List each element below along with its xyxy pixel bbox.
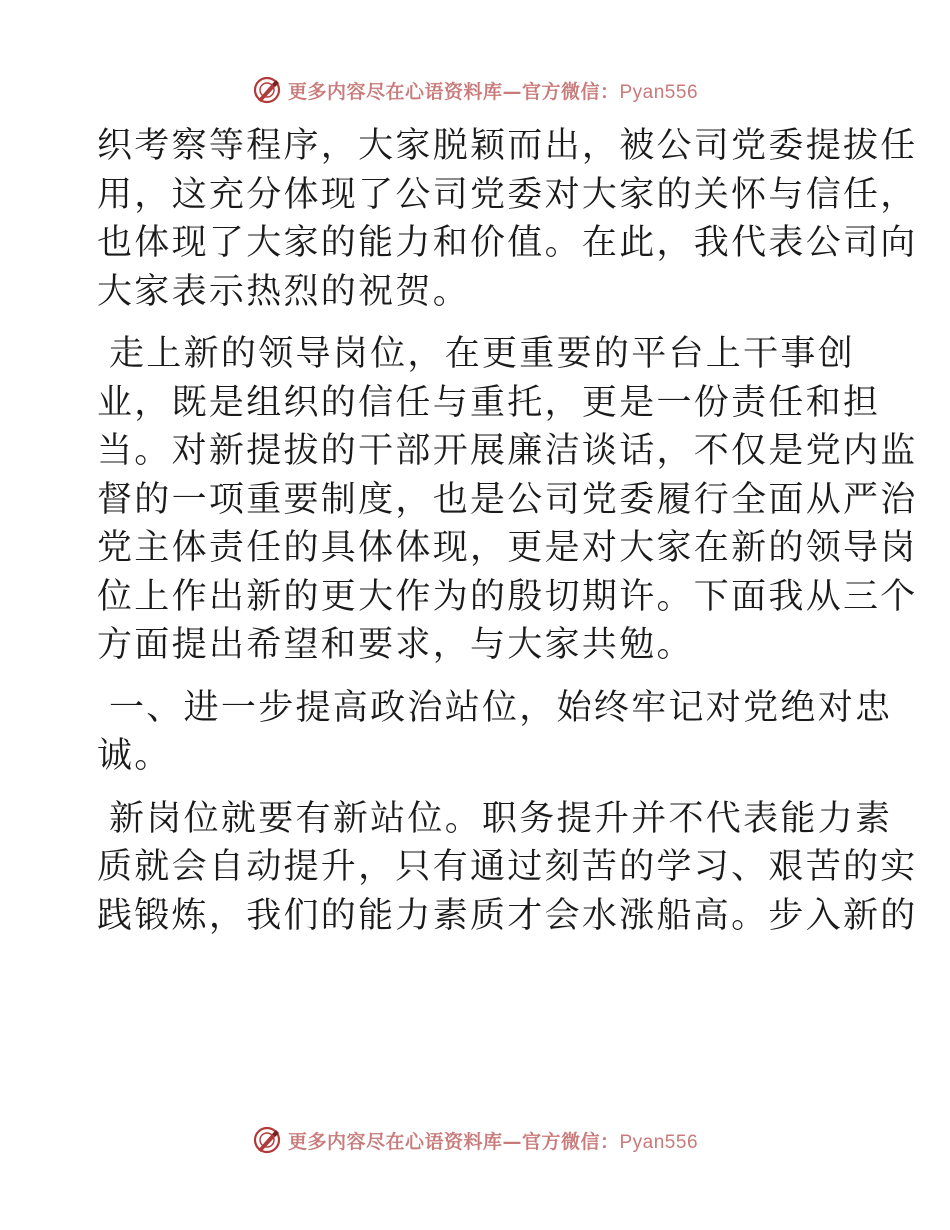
text-line: 践锻炼，我们的能力素质才会水涨船高。步入新的 (97, 895, 918, 936)
pen-circle-logo-icon (252, 1125, 282, 1155)
text-line: 方面提出希望和要求，与大家共勉。 (97, 625, 694, 665)
footer-watermark (0, 1120, 950, 1160)
pen-circle-logo-icon (252, 75, 282, 105)
paragraph-1 (97, 122, 918, 316)
text-line: 织考察等程序，大家脱颖而出，被公司党委提拔任 (97, 126, 918, 166)
paragraph-3 (97, 795, 918, 941)
watermark-text: 更多内容尽在心语资料库—官方微信：Pyan556 (287, 80, 699, 103)
heading-line: 一、进一步提高政治站位，始终牢记对党绝对忠 (109, 687, 893, 728)
watermark-text: 更多内容尽在心语资料库—官方微信：Pyan556 (287, 1130, 699, 1153)
section-heading-1 (97, 684, 893, 781)
text-line: 也体现了大家的能力和价值。在此，我代表公司向 (97, 223, 918, 263)
heading-line: 诚。 (97, 736, 172, 776)
text-line: 大家表示热烈的祝贺。 (97, 271, 471, 312)
header-watermark (0, 70, 950, 110)
text-line: 业，既是组织的信任与重托，更是一份责任和担 (97, 382, 881, 423)
text-line: 位上作出新的更大作为的殷切期许。下面我从三个 (97, 576, 918, 617)
text-line: 新岗位就要有新站位。职务提升并不代表能力素 (109, 798, 893, 839)
document-body (97, 122, 918, 940)
text-line: 质就会自动提升，只有通过刻苦的学习、艰苦的实 (97, 847, 918, 887)
text-line: 督的一项重要制度，也是公司党委履行全面从严治 (97, 479, 918, 520)
text-line: 走上新的领导岗位，在更重要的平台上干事创 (109, 334, 856, 374)
text-line: 党主体责任的具体体现，更是对大家在新的领导岗 (97, 528, 918, 568)
text-line: 用，这充分体现了公司党委对大家的关怀与信任， (97, 174, 918, 215)
paragraph-2 (97, 330, 918, 670)
text-line: 当。对新提拔的干部开展廉洁谈话，不仅是党内监 (97, 431, 918, 471)
